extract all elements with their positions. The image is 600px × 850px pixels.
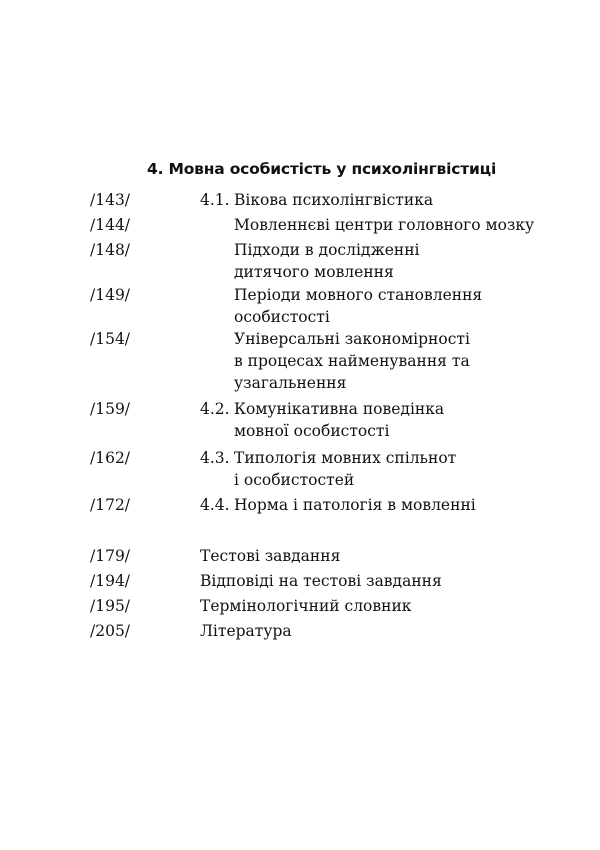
toc-title: Термінологічний словник [200, 597, 412, 615]
toc-page-number: /194/ [90, 572, 131, 590]
toc-title: Періоди мовного становлення особистості [234, 286, 483, 326]
toc-title: Мовленнєві центри головного мозку [234, 216, 535, 234]
toc-page-number: /205/ [90, 622, 131, 640]
section-heading: 4. Мовна особистість у психолінгвістиці [147, 160, 497, 178]
toc-page-number: /172/ [90, 496, 131, 514]
toc-title: Універсальні закономірності в процесах найменування та узагальнення [234, 330, 470, 392]
toc-page-number: /159/ [90, 400, 131, 418]
toc-title: Вікова психолінгвістика [234, 191, 434, 209]
toc-title: Норма і патологія в мовленні [234, 496, 476, 514]
toc-title: Література [200, 622, 292, 640]
toc-page-number: /143/ [90, 191, 131, 209]
toc-section-number: 4.3. [200, 449, 230, 467]
toc-page-number: /149/ [90, 286, 131, 304]
toc-page-number: /154/ [90, 330, 131, 348]
toc-page-number: /195/ [90, 597, 131, 615]
toc-page-number: /179/ [90, 547, 131, 565]
toc-section-number: 4.1. [200, 191, 230, 209]
toc-title: Підходи в дослідженні дитячого мовлення [234, 241, 420, 281]
toc-title: Типологія мовних спільнот і особистостей [234, 449, 457, 489]
toc-section-number: 4.4. [200, 496, 230, 514]
toc-section-number: 4.2. [200, 400, 230, 418]
toc-title: Відповіді на тестові завдання [200, 572, 442, 590]
toc-title: Тестові завдання [200, 547, 341, 565]
toc-page-number: /162/ [90, 449, 131, 467]
toc-title: Комунікативна поведінка мовної особистості [234, 400, 445, 440]
toc-page-number: /148/ [90, 241, 131, 259]
toc-page-number: /144/ [90, 216, 131, 234]
